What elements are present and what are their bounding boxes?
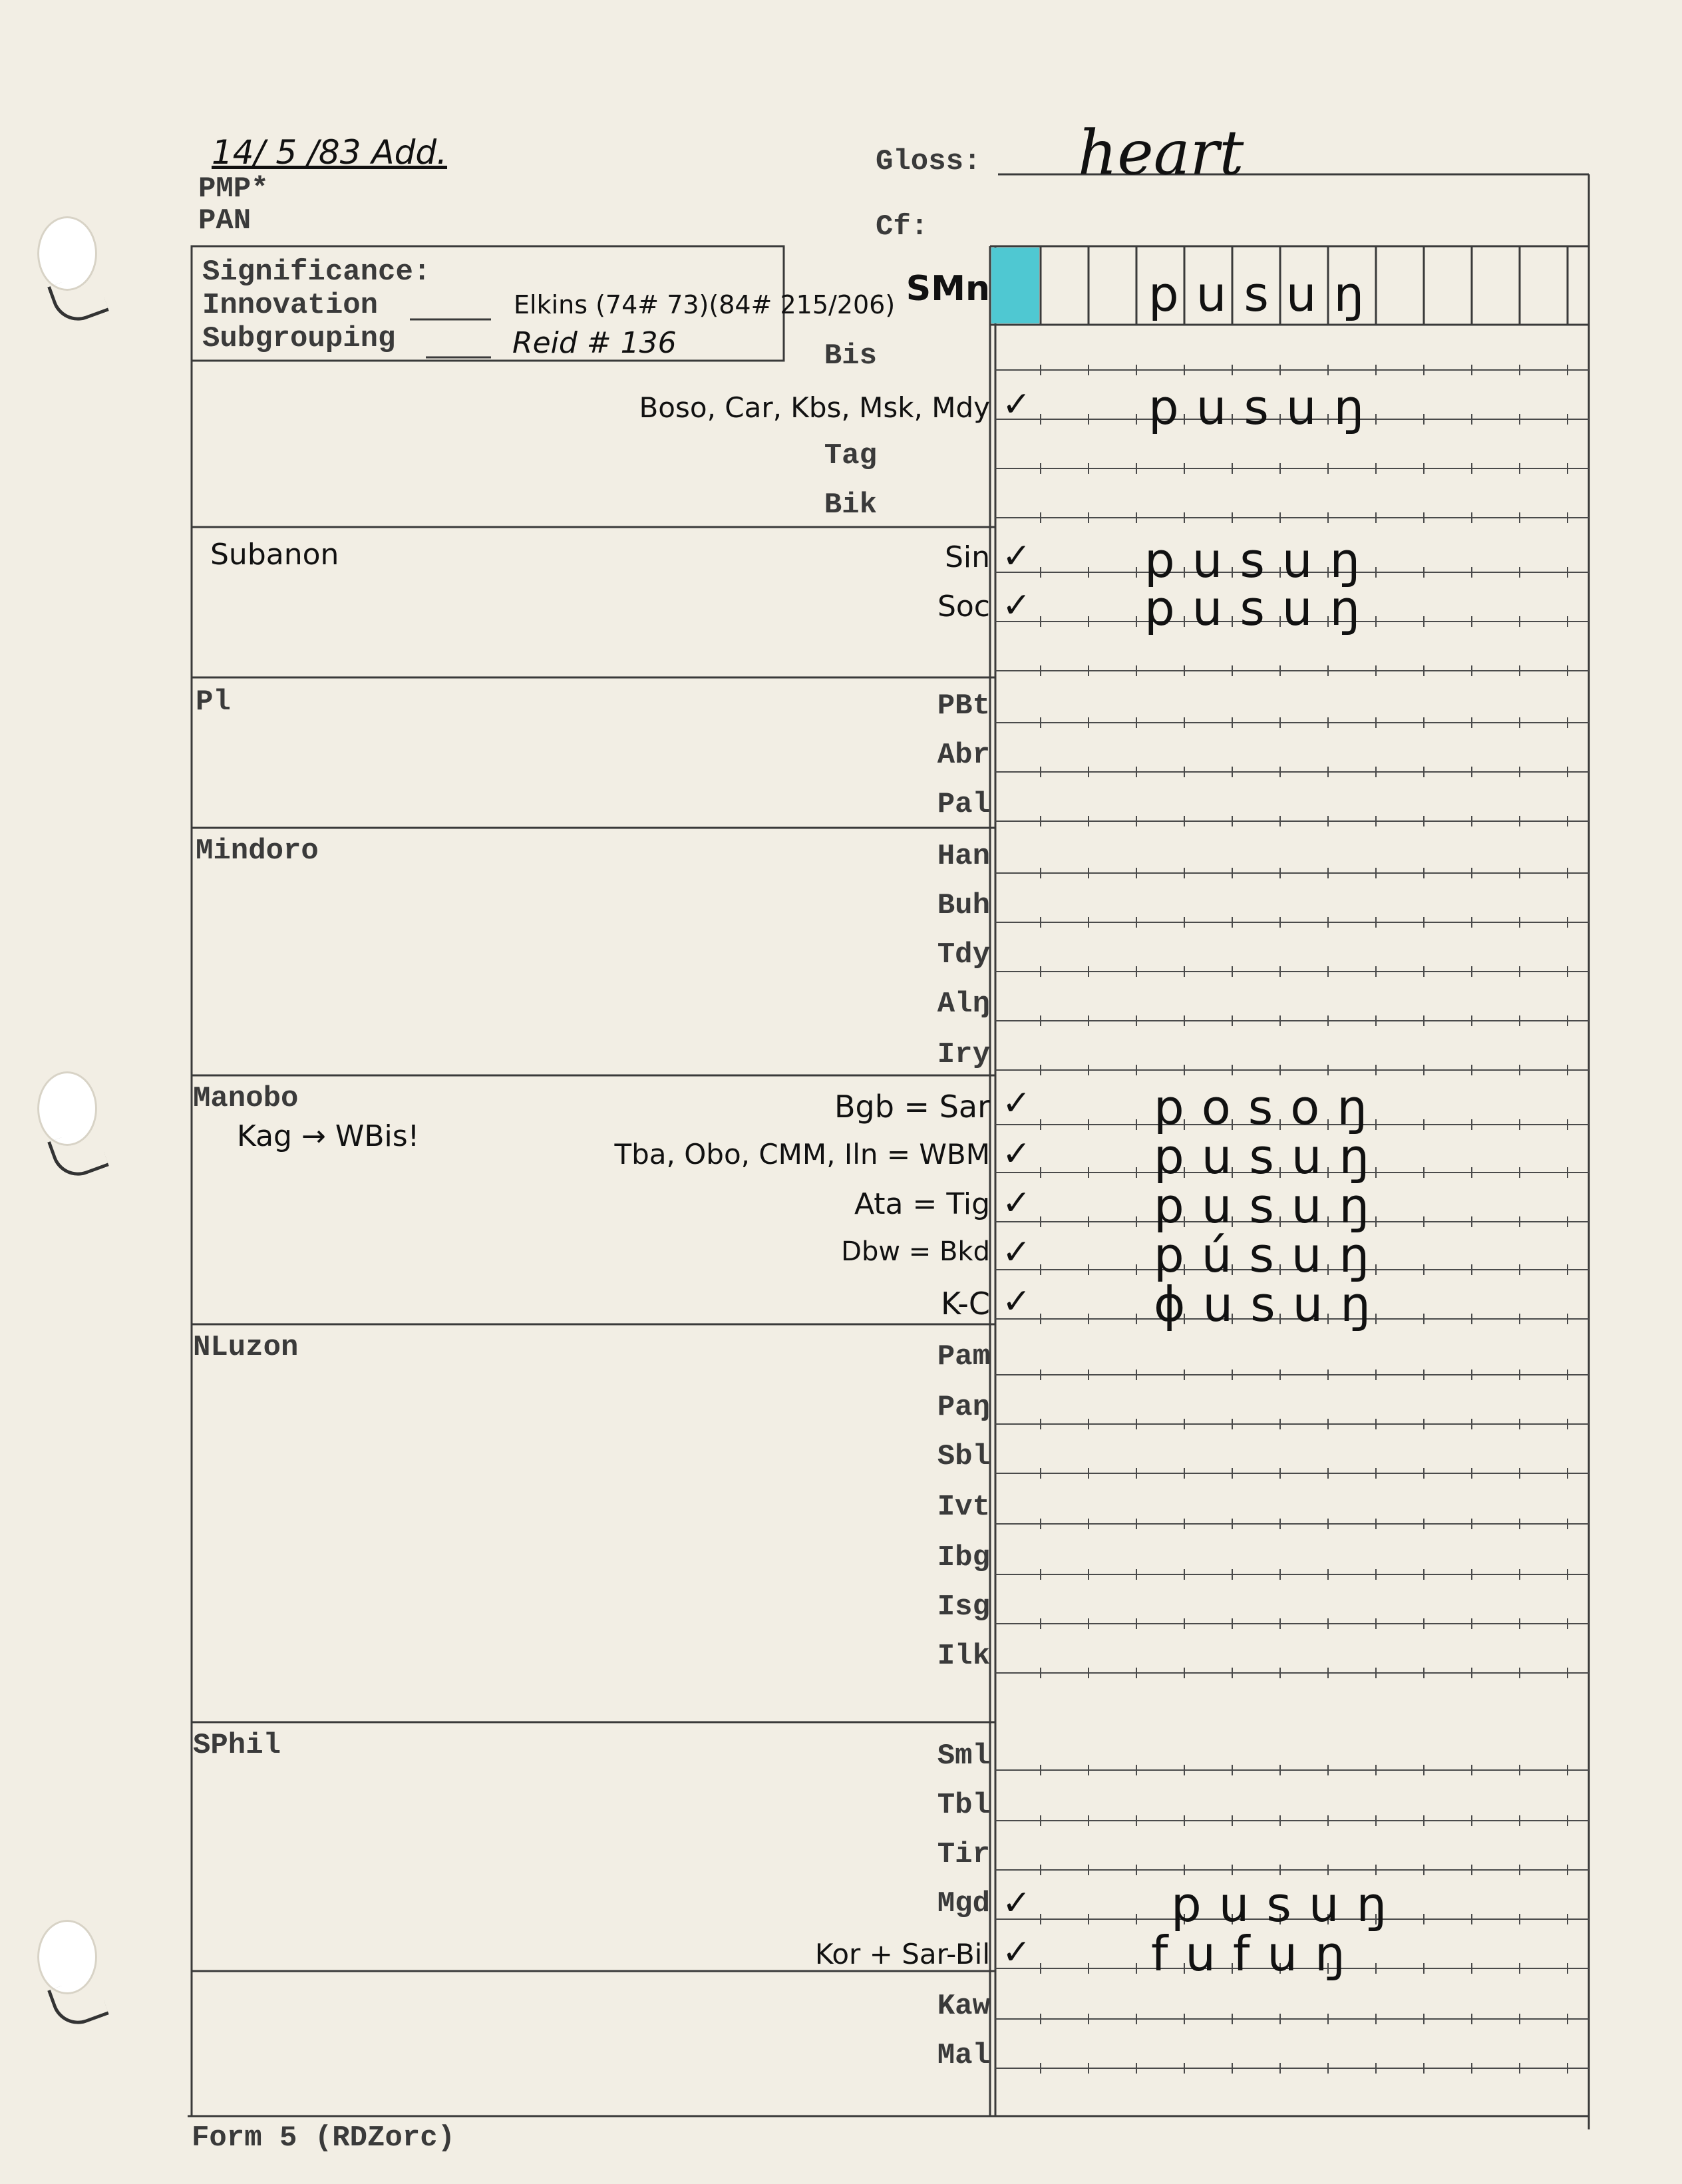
form-smn: pusuŋ: [1148, 266, 1382, 322]
significance-title: Significance:: [202, 256, 431, 289]
row-label-soc: Soc: [937, 590, 990, 624]
row-label-ivt: Ivt: [937, 1491, 990, 1524]
row-label-pbt: PBt: [937, 689, 990, 723]
form-kc: ɸusuŋ: [1154, 1276, 1388, 1332]
row-label-kor: Kor + Sar-Bil: [814, 1938, 990, 1970]
checkmark-kor: ✓: [1002, 1932, 1031, 1972]
form-ata: pusuŋ: [1154, 1178, 1387, 1234]
row-label-tba: Tba, Obo, CMM, Iln = WBM: [614, 1138, 990, 1171]
row-label-sin: Sin: [944, 540, 990, 574]
pan-label: PAN: [198, 204, 252, 238]
row-label-smn: SMn: [906, 269, 990, 309]
row-label-tag: Tag: [824, 439, 877, 472]
section-mindoro: Mindoro: [196, 834, 319, 868]
section-nluzon: NLuzon: [193, 1331, 299, 1364]
row-label-mgd: Mgd: [937, 1887, 990, 1920]
row-label-sml: Sml: [937, 1739, 990, 1773]
row-label-mal: Mal: [937, 2039, 990, 2072]
row-label-pam: Pam: [937, 1340, 990, 1373]
row-label-bis: Bis: [824, 339, 877, 373]
form-soc: pusuŋ: [1144, 580, 1378, 636]
checkmark-tba: ✓: [1002, 1134, 1031, 1174]
form-sin: pusuŋ: [1144, 532, 1378, 588]
row-label-buh: Buh: [937, 889, 990, 922]
form-footer: Form 5 (RDZorc): [192, 2121, 456, 2155]
row-label-ilk: Ilk: [937, 1640, 990, 1673]
row-label-sbl: Sbl: [937, 1440, 990, 1473]
reid-reference: Reid # 136: [512, 326, 677, 360]
row-label-pan: Paŋ: [937, 1391, 990, 1424]
row-label-alj: Alŋ: [937, 988, 990, 1021]
row-label-kaw: Kaw: [937, 1990, 990, 2023]
date-note: 14/ 5 /83 Add.: [212, 133, 448, 172]
form-bgb: posoŋ: [1154, 1079, 1385, 1135]
gloss-label: Gloss:: [876, 145, 981, 178]
checkmark-mgd: ✓: [1002, 1883, 1031, 1923]
row-label-han: Han: [937, 840, 990, 873]
form-mgd: pusuŋ: [1171, 1877, 1405, 1932]
checkmark-sin: ✓: [1002, 536, 1031, 576]
subgrouping-label: Subgrouping: [202, 322, 396, 355]
row-label-ata: Ata = Tig: [854, 1187, 990, 1221]
row-label-ibg: Ibg: [937, 1541, 990, 1574]
form-kor: fufuŋ: [1151, 1926, 1363, 1982]
row-label-pal: Pal: [937, 788, 990, 821]
row-label-isg: Isg: [937, 1590, 990, 1624]
checkmark-bgb: ✓: [1002, 1083, 1031, 1123]
row-label-kc: K-C: [940, 1286, 990, 1322]
section-sphil: SPhil: [193, 1729, 281, 1762]
row-label-bgb: Bgb = Sar: [834, 1089, 990, 1125]
checkmark-dbw: ✓: [1002, 1232, 1031, 1272]
section-manobo: Manobo: [193, 1082, 299, 1115]
row-label-tbl: Tbl: [937, 1789, 990, 1822]
row-label-iry: Iry: [937, 1038, 990, 1071]
form-tba: pusuŋ: [1154, 1129, 1387, 1184]
checkmark-boso: ✓: [1002, 385, 1031, 425]
innovation-label: Innovation: [202, 289, 379, 322]
form-boso: pusuŋ: [1148, 379, 1382, 435]
manobo-note: Kag → WBis!: [237, 1119, 420, 1153]
row-label-dbw: Dbw = Bkd: [841, 1236, 990, 1267]
section-subanon: Subanon: [210, 538, 339, 572]
row-label-abr: Abr: [937, 739, 990, 772]
section-pl: Pl: [196, 685, 231, 719]
highlight-cell: [991, 248, 1039, 323]
checkmark-ata: ✓: [1002, 1183, 1031, 1223]
checkmark-kc: ✓: [1002, 1282, 1031, 1322]
row-label-boso: Boso, Car, Kbs, Msk, Mdy: [639, 391, 990, 424]
pmp-label: PMP*: [198, 172, 269, 206]
row-label-tir: Tir: [937, 1838, 990, 1871]
gloss-value: heart: [1078, 117, 1244, 188]
form-dbw: púsuŋ: [1154, 1227, 1387, 1283]
checkmark-soc: ✓: [1002, 586, 1031, 626]
row-label-bik: Bik: [824, 488, 877, 522]
elkins-reference: Elkins (74# 73)(84# 215/206): [514, 290, 896, 319]
cf-label: Cf:: [876, 210, 929, 244]
row-label-tdy: Tdy: [937, 938, 990, 972]
